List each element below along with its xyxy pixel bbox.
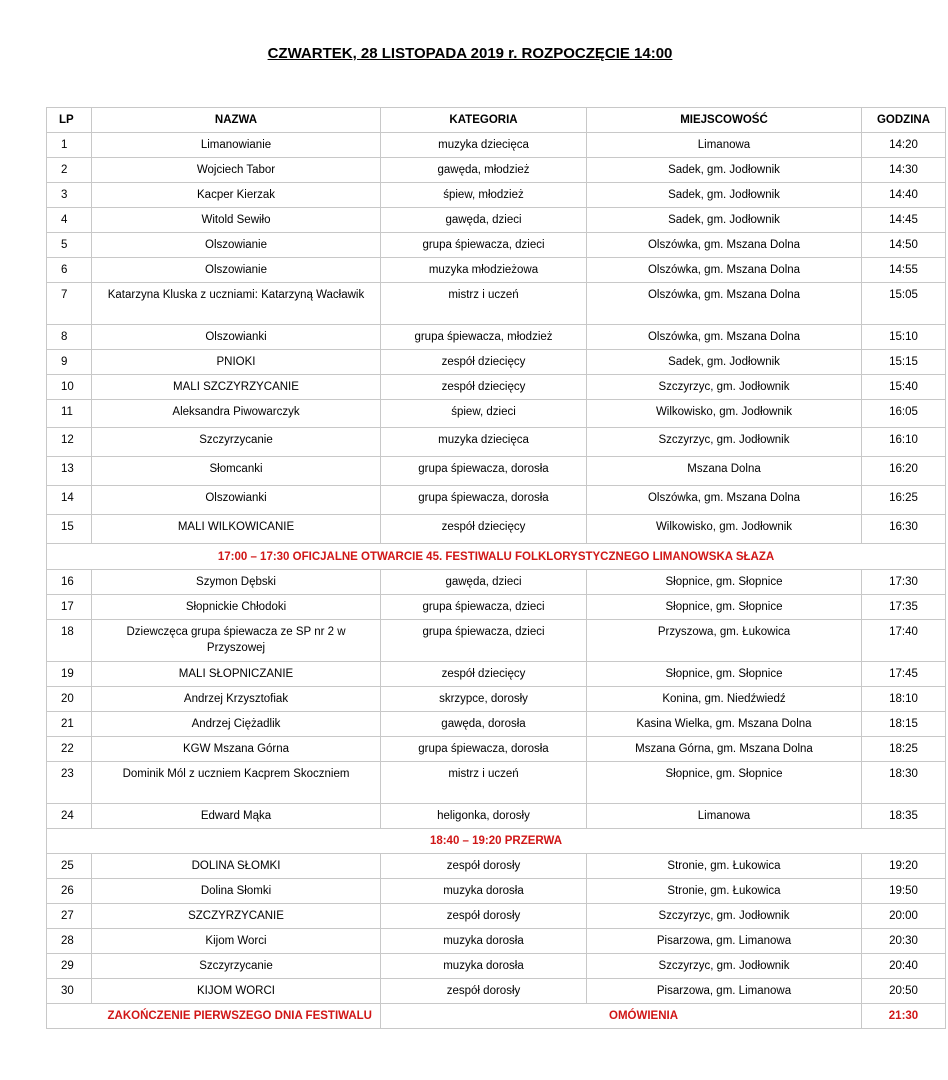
cell-godzina: 16:10: [862, 428, 946, 457]
cell-godzina: 18:10: [862, 687, 946, 712]
cell-lp: 2: [47, 158, 92, 183]
cell-godzina: 15:15: [862, 350, 946, 375]
cell-lp: 9: [47, 350, 92, 375]
schedule-table: [46, 107, 946, 1029]
cell-kategoria: grupa śpiewacza, młodzież: [381, 325, 587, 350]
cell-miejscowosc: Szczyrzyc, gm. Jodłownik: [587, 428, 862, 457]
cell-godzina: 18:25: [862, 737, 946, 762]
cell-lp: 16: [47, 570, 92, 595]
cell-nazwa: Olszowianie: [92, 233, 381, 258]
cell-godzina: 17:45: [862, 662, 946, 687]
cell-miejscowosc: Stronie, gm. Łukowica: [587, 879, 862, 904]
cell-miejscowosc: Wilkowisko, gm. Jodłownik: [587, 515, 862, 544]
cell-lp: 4: [47, 208, 92, 233]
header-lp: LP: [47, 108, 92, 133]
cell-nazwa: Kijom Worci: [92, 929, 381, 954]
cell-godzina: 14:55: [862, 258, 946, 283]
cell-miejscowosc: Pisarzowa, gm. Limanowa: [587, 979, 862, 1004]
cell-godzina: 16:05: [862, 400, 946, 428]
cell-nazwa: PNIOKI: [92, 350, 381, 375]
cell-lp: 12: [47, 428, 92, 457]
table-row: [47, 325, 946, 350]
cell-nazwa: Szczyrzycanie: [92, 428, 381, 457]
schedule-block-3: [47, 854, 946, 1004]
table-row: [47, 233, 946, 258]
cell-nazwa: MALI SŁOPNICZANIE: [92, 662, 381, 687]
cell-godzina: 16:20: [862, 457, 946, 486]
cell-miejscowosc: Sadek, gm. Jodłownik: [587, 183, 862, 208]
cell-nazwa: Słomcanki: [92, 457, 381, 486]
cell-nazwa: Olszowianki: [92, 486, 381, 515]
cell-lp: 24: [47, 804, 92, 829]
cell-kategoria: grupa śpiewacza, dzieci: [381, 233, 587, 258]
cell-godzina: 20:30: [862, 929, 946, 954]
header-kategoria: KATEGORIA: [381, 108, 587, 133]
cell-lp: 19: [47, 662, 92, 687]
table-row: [47, 904, 946, 929]
table-row: [47, 954, 946, 979]
cell-kategoria: zespół dziecięcy: [381, 662, 587, 687]
cell-kategoria: zespół dziecięcy: [381, 350, 587, 375]
cell-godzina: 19:20: [862, 854, 946, 879]
schedule-block-1: [47, 133, 946, 544]
cell-kategoria: mistrz i uczeń: [381, 283, 587, 325]
table-row: [47, 133, 946, 158]
cell-lp: 22: [47, 737, 92, 762]
cell-nazwa: Aleksandra Piwowarczyk: [92, 400, 381, 428]
cell-godzina: 16:25: [862, 486, 946, 515]
cell-miejscowosc: Olszówka, gm. Mszana Dolna: [587, 258, 862, 283]
cell-miejscowosc: Olszówka, gm. Mszana Dolna: [587, 233, 862, 258]
cell-kategoria: gawęda, dzieci: [381, 208, 587, 233]
cell-lp: 10: [47, 375, 92, 400]
cell-lp: 20: [47, 687, 92, 712]
cell-godzina: 14:50: [862, 233, 946, 258]
cell-nazwa: SZCZYRZYCANIE: [92, 904, 381, 929]
cell-godzina: 20:50: [862, 979, 946, 1004]
table-row: [47, 737, 946, 762]
cell-miejscowosc: Kasina Wielka, gm. Mszana Dolna: [587, 712, 862, 737]
cell-godzina: 20:00: [862, 904, 946, 929]
cell-nazwa: Andrzej Krzysztofiak: [92, 687, 381, 712]
cell-godzina: 18:35: [862, 804, 946, 829]
table-row: [47, 804, 946, 829]
cell-lp: 25: [47, 854, 92, 879]
cell-kategoria: zespół dziecięcy: [381, 375, 587, 400]
cell-miejscowosc: Mszana Górna, gm. Mszana Dolna: [587, 737, 862, 762]
cell-lp: 8: [47, 325, 92, 350]
cell-kategoria: grupa śpiewacza, dorosła: [381, 486, 587, 515]
table-row: [47, 979, 946, 1004]
table-row: [47, 350, 946, 375]
cell-godzina: 14:20: [862, 133, 946, 158]
cell-lp: 30: [47, 979, 92, 1004]
cell-nazwa: Dziewczęca grupa śpiewacza ze SP nr 2 w Przyszowej: [92, 620, 381, 662]
cell-godzina: 15:10: [862, 325, 946, 350]
cell-lp: 26: [47, 879, 92, 904]
cell-kategoria: gawęda, dzieci: [381, 570, 587, 595]
cell-nazwa: Limanowianie: [92, 133, 381, 158]
cell-godzina: 15:05: [862, 283, 946, 325]
cell-lp: 13: [47, 457, 92, 486]
table-row: [47, 595, 946, 620]
cell-miejscowosc: Olszówka, gm. Mszana Dolna: [587, 325, 862, 350]
cell-lp: 29: [47, 954, 92, 979]
cell-lp: 6: [47, 258, 92, 283]
cell-godzina: 16:30: [862, 515, 946, 544]
cell-kategoria: grupa śpiewacza, dorosła: [381, 457, 587, 486]
header-godzina: GODZINA: [862, 108, 946, 133]
cell-kategoria: gawęda, dorosła: [381, 712, 587, 737]
cell-kategoria: heligonka, dorosły: [381, 804, 587, 829]
cell-miejscowosc: Słopnice, gm. Słopnice: [587, 662, 862, 687]
cell-godzina: 14:40: [862, 183, 946, 208]
cell-kategoria: muzyka dorosła: [381, 954, 587, 979]
table-row: [47, 183, 946, 208]
table-row: [47, 208, 946, 233]
cell-godzina: 15:40: [862, 375, 946, 400]
cell-nazwa: Olszowianie: [92, 258, 381, 283]
cell-nazwa: DOLINA SŁOMKI: [92, 854, 381, 879]
cell-miejscowosc: Limanowa: [587, 804, 862, 829]
table-row: [47, 762, 946, 804]
cell-miejscowosc: Sadek, gm. Jodłownik: [587, 208, 862, 233]
break-row: [47, 829, 946, 854]
cell-nazwa: Kacper Kierzak: [92, 183, 381, 208]
cell-kategoria: gawęda, młodzież: [381, 158, 587, 183]
cell-miejscowosc: Szczyrzyc, gm. Jodłownik: [587, 954, 862, 979]
break-text: 18:40 – 19:20 PRZERWA: [47, 829, 946, 854]
closing-discussion: OMÓWIENIA: [587, 1004, 862, 1029]
cell-lp: 27: [47, 904, 92, 929]
opening-ceremony-row: [47, 544, 946, 570]
cell-lp: 23: [47, 762, 92, 804]
cell-lp: 17: [47, 595, 92, 620]
cell-miejscowosc: Konina, gm. Niedźwiedź: [587, 687, 862, 712]
cell-godzina: 17:35: [862, 595, 946, 620]
table-row: [47, 375, 946, 400]
cell-lp: 7: [47, 283, 92, 325]
table-row: [47, 570, 946, 595]
cell-miejscowosc: Wilkowisko, gm. Jodłownik: [587, 400, 862, 428]
cell-miejscowosc: Słopnice, gm. Słopnice: [587, 762, 862, 804]
cell-kategoria: grupa śpiewacza, dzieci: [381, 620, 587, 662]
cell-godzina: 14:30: [862, 158, 946, 183]
cell-nazwa: KGW Mszana Górna: [92, 737, 381, 762]
cell-kategoria: muzyka dorosła: [381, 879, 587, 904]
cell-lp: 15: [47, 515, 92, 544]
cell-godzina: 18:30: [862, 762, 946, 804]
cell-nazwa: Edward Mąka: [92, 804, 381, 829]
cell-miejscowosc: Olszówka, gm. Mszana Dolna: [587, 283, 862, 325]
cell-kategoria: śpiew, dzieci: [381, 400, 587, 428]
table-row: [47, 620, 946, 662]
table-row: [47, 687, 946, 712]
cell-miejscowosc: Szczyrzyc, gm. Jodłownik: [587, 375, 862, 400]
cell-miejscowosc: Sadek, gm. Jodłownik: [587, 158, 862, 183]
cell-kategoria: zespół dorosły: [381, 979, 587, 1004]
cell-miejscowosc: Pisarzowa, gm. Limanowa: [587, 929, 862, 954]
cell-kategoria: skrzypce, dorosły: [381, 687, 587, 712]
cell-nazwa: Dominik Mól z uczniem Kacprem Skoczniem: [92, 762, 381, 804]
header-row: [47, 108, 946, 133]
opening-ceremony-text: 17:00 – 17:30 OFICJALNE OTWARCIE 45. FESTIWALU FOLKLORYSTYCZNEGO LIMANOWSKA SŁAZA: [47, 544, 946, 570]
table-row: [47, 428, 946, 457]
cell-kategoria: grupa śpiewacza, dorosła: [381, 737, 587, 762]
table-row: [47, 879, 946, 904]
cell-kategoria: zespół dorosły: [381, 904, 587, 929]
cell-nazwa: Katarzyna Kluska z uczniami: Katarzyną Wacławik: [92, 283, 381, 325]
cell-godzina: 17:40: [862, 620, 946, 662]
table-row: [47, 854, 946, 879]
cell-miejscowosc: Limanowa: [587, 133, 862, 158]
cell-lp: 5: [47, 233, 92, 258]
cell-nazwa: MALI WILKOWICANIE: [92, 515, 381, 544]
cell-nazwa: Wojciech Tabor: [92, 158, 381, 183]
cell-godzina: 18:15: [862, 712, 946, 737]
cell-kategoria: zespół dorosły: [381, 854, 587, 879]
cell-kategoria: zespół dziecięcy: [381, 515, 587, 544]
cell-miejscowosc: Słopnice, gm. Słopnice: [587, 595, 862, 620]
cell-lp: 14: [47, 486, 92, 515]
cell-lp: 21: [47, 712, 92, 737]
cell-kategoria: muzyka młodzieżowa: [381, 258, 587, 283]
table-row: [47, 662, 946, 687]
cell-nazwa: Szymon Dębski: [92, 570, 381, 595]
page-title: CZWARTEK, 28 LISTOPADA 2019 r. ROZPOCZĘCIE 14:00: [267, 45, 673, 62]
header-nazwa: NAZWA: [92, 108, 381, 133]
table-row: [47, 515, 946, 544]
cell-nazwa: KIJOM WORCI: [92, 979, 381, 1004]
table-row: [47, 486, 946, 515]
cell-nazwa: Szczyrzycanie: [92, 954, 381, 979]
cell-miejscowosc: Słopnice, gm. Słopnice: [587, 570, 862, 595]
cell-lp: 3: [47, 183, 92, 208]
closing-row: [47, 1004, 946, 1029]
table-row: [47, 158, 946, 183]
cell-miejscowosc: Olszówka, gm. Mszana Dolna: [587, 486, 862, 515]
table-row: [47, 929, 946, 954]
table-row: [47, 400, 946, 428]
table-row: [47, 283, 946, 325]
cell-kategoria: muzyka dorosła: [381, 929, 587, 954]
cell-miejscowosc: Sadek, gm. Jodłownik: [587, 350, 862, 375]
cell-godzina: 14:45: [862, 208, 946, 233]
table-row: [47, 258, 946, 283]
cell-kategoria: muzyka dziecięca: [381, 428, 587, 457]
cell-kategoria: mistrz i uczeń: [381, 762, 587, 804]
table-row: [47, 457, 946, 486]
cell-lp: 18: [47, 620, 92, 662]
cell-miejscowosc: Szczyrzyc, gm. Jodłownik: [587, 904, 862, 929]
cell-godzina: 20:40: [862, 954, 946, 979]
header-miejscowosc: MIEJSCOWOŚĆ: [587, 108, 862, 133]
closing-text: ZAKOŃCZENIE PIERWSZEGO DNIA FESTIWALU: [47, 1004, 381, 1029]
cell-nazwa: Witold Sewiło: [92, 208, 381, 233]
cell-miejscowosc: Mszana Dolna: [587, 457, 862, 486]
cell-kategoria: śpiew, młodzież: [381, 183, 587, 208]
closing-time: 21:30: [862, 1004, 946, 1029]
cell-lp: 11: [47, 400, 92, 428]
cell-godzina: 19:50: [862, 879, 946, 904]
table-row: [47, 712, 946, 737]
cell-kategoria: muzyka dziecięca: [381, 133, 587, 158]
cell-miejscowosc: Przyszowa, gm. Łukowica: [587, 620, 862, 662]
schedule-block-2: [47, 570, 946, 829]
cell-miejscowosc: Stronie, gm. Łukowica: [587, 854, 862, 879]
cell-lp: 1: [47, 133, 92, 158]
cell-nazwa: Olszowianki: [92, 325, 381, 350]
cell-nazwa: MALI SZCZYRZYCANIE: [92, 375, 381, 400]
cell-kategoria: grupa śpiewacza, dzieci: [381, 595, 587, 620]
cell-nazwa: Dolina Słomki: [92, 879, 381, 904]
cell-lp: 28: [47, 929, 92, 954]
cell-nazwa: Andrzej Ciężadlik: [92, 712, 381, 737]
cell-nazwa: Słopnickie Chłodoki: [92, 595, 381, 620]
cell-godzina: 17:30: [862, 570, 946, 595]
